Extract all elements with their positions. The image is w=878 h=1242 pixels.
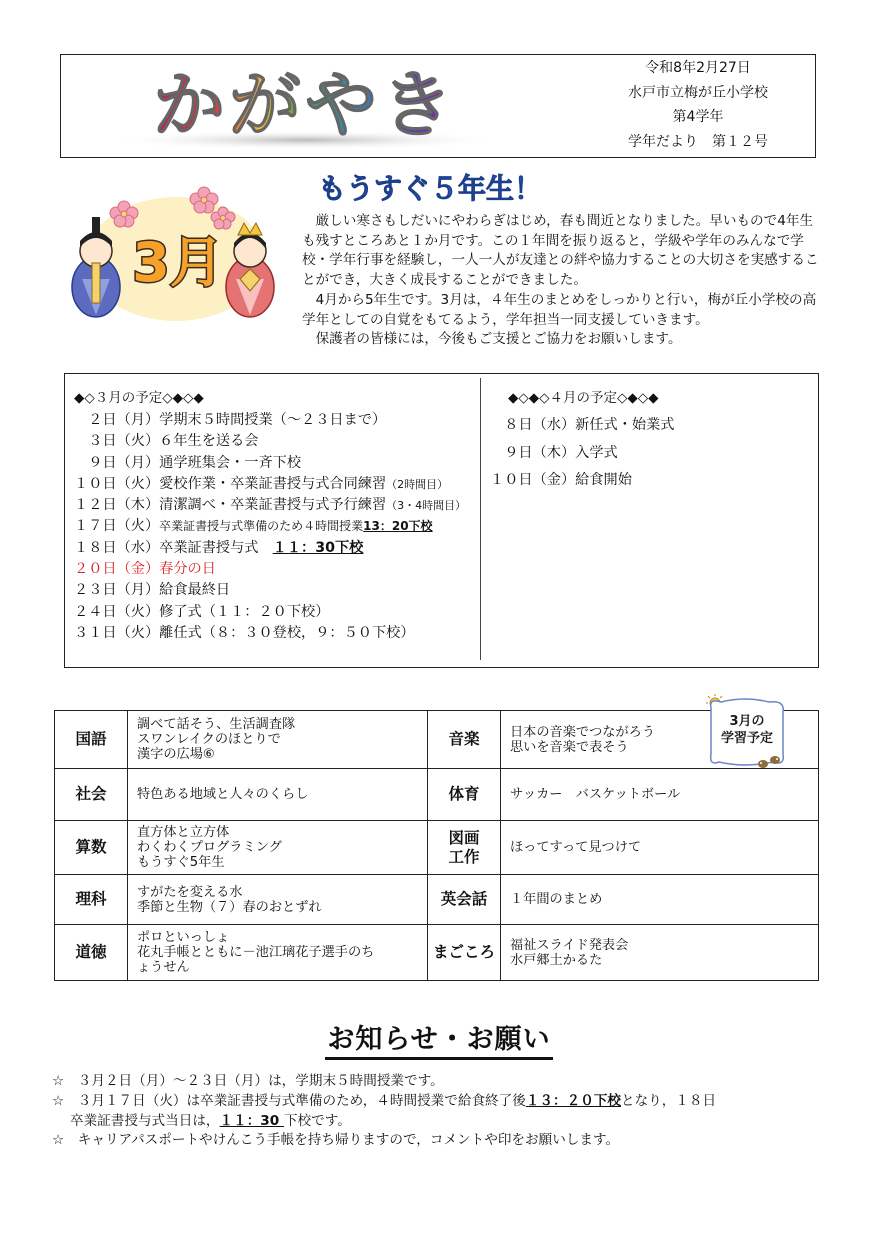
list-item: ３日（火）６年生を送る会: [74, 433, 259, 450]
subject-name: まごころ: [428, 925, 501, 981]
intro-text: [302, 212, 822, 350]
notices-list: [52, 1072, 842, 1151]
list-item: ２４日（火）修了式（１１：２０下校）: [74, 603, 330, 620]
header-info: [578, 56, 818, 154]
intro-paragraph: 4月から5年生です。3月は，４年生のまとめをしっかりと行い，梅が丘小学校の高学年としての自覚をもてるよう，学年担当一同支援していきます。: [302, 291, 817, 328]
subject-content: 日本の音楽でつながろう 思いを音楽で表そう: [501, 711, 819, 769]
subject-name: 図画工作: [428, 821, 501, 875]
subject-name: 社会: [55, 769, 128, 821]
table-row: [55, 925, 819, 981]
svg-text:もうすぐ５年生！: もうすぐ５年生！: [318, 172, 543, 205]
subject-content: ほってすって見つけて: [501, 821, 819, 875]
subject-content: 福祉スライド発表会 水戸郷土かるた: [501, 925, 819, 981]
notice-item-continued: 卒業証書授与式当日は，１１：30 下校です。: [70, 1112, 351, 1129]
subject-content: サッカー バスケットボール: [501, 769, 819, 821]
april-schedule-heading: ◆◇◆◇４月の予定◇◆◇◆: [508, 390, 659, 406]
issue-date: 令和8年2月27日: [645, 60, 751, 76]
holiday-item: ２０日（金）春分の日: [74, 561, 216, 578]
list-item: １０日（金）給食開始: [490, 472, 632, 488]
subject-content: 特色ある地域と人々のくらし: [128, 769, 428, 821]
subject-content: 調べて話そう、生活調査隊 スワンレイクのほとりで 漢字の広場⑥: [128, 711, 428, 769]
subject-name: 音楽: [428, 711, 501, 769]
list-item: ９日（月）通学班集会・一斉下校: [74, 454, 302, 471]
newsletter-logo: [95, 60, 515, 152]
intro-title: [318, 168, 648, 208]
subject-name: 道徳: [55, 925, 128, 981]
subject-name: 算数: [55, 821, 128, 875]
notice-item: ☆ キャリアパスポートやけんこう手帳を持ち帰りますので，コメントや印をお願いします。: [52, 1132, 620, 1149]
badge-line: 学習予定: [720, 731, 774, 746]
subject-name: 理科: [55, 875, 128, 925]
list-item: １７日（火）卒業証書授与式準備のため４時間授業13：20下校: [74, 518, 433, 535]
school-name: 水戸市立梅が丘小学校: [628, 84, 768, 101]
list-item: ２３日（月）給食最終日: [74, 582, 231, 599]
hina-dolls-illustration: [68, 183, 278, 321]
subject-content: 直方体と立方体 わくわくプログラミング もうすぐ5年生: [128, 821, 428, 875]
table-row: [55, 875, 819, 925]
list-item: １８日（水）卒業証書授与式 １１：30下校: [74, 539, 364, 556]
badge-line: 3月の: [729, 714, 765, 729]
march-schedule-list: [74, 410, 474, 644]
list-item: １２日（木）清潔調べ・卒業証書授与式予行練習（3・4時間目）: [74, 497, 467, 514]
list-item: ３１日（火）離任式（８：３０登校，９：５０下校）: [74, 624, 415, 641]
subject-name: 国語: [55, 711, 128, 769]
subject-name: 英会話: [428, 875, 501, 925]
notices-title: お知らせ・お願い: [0, 1017, 878, 1056]
subject-content: ポロといっしょ 花丸手帳とともに－池江璃花子選手のち ょうせん: [128, 925, 428, 981]
issue-number: 学年だより 第１２号: [628, 133, 768, 150]
list-item: ８日（水）新任式・始業式: [490, 417, 675, 433]
list-item: ９日（木）入学式: [490, 444, 618, 461]
subject-content: すがたを変える水 季節と生物（７）春のおとずれ: [128, 875, 428, 925]
logo-text: かがやき: [152, 63, 458, 147]
subject-content: １年間のまとめ: [501, 875, 819, 925]
month-badge-text: 3月: [132, 231, 224, 294]
list-item: １０日（火）愛校作業・卒業証書授与式合同練習（2時間目）: [74, 475, 449, 492]
notice-item: ☆ ３月１７日（火）は卒業証書授与式準備のため，４時間授業で給食終了後１３：２０下校となり，１８日: [52, 1092, 717, 1109]
april-schedule-list: [490, 412, 674, 495]
table-row: [55, 711, 819, 769]
march-schedule-heading: ◆◇３月の予定◇◆◇◆: [74, 390, 204, 406]
table-row: [55, 769, 819, 821]
subject-name: 体育: [428, 769, 501, 821]
plum-flower-icon: [190, 187, 218, 213]
notice-item: ☆ ３月２日（月）～２３日（月）は，学期末５時間授業です。: [52, 1073, 444, 1089]
intro-paragraph: 厳しい寒さもしだいにやわらぎはじめ，春も間近となりました。早いもので4年生も残すところあと１か月です。この１年間を振り返ると，学級や学年のみんなで学校・学年行事を経験し，一人一人が友達との絆や協力することの大切さを実感することができ，大きく成長することができました。: [302, 213, 819, 289]
grade-label: 第4学年: [672, 109, 724, 125]
table-row: [55, 821, 819, 875]
schedule-divider: [480, 378, 481, 660]
intro-paragraph: 保護者の皆様には，今後もご支援とご協力をお願いします。: [315, 331, 682, 348]
study-plan-badge: [705, 694, 787, 776]
list-item: ２日（月）学期末５時間授業（～２３日まで）: [74, 412, 387, 428]
